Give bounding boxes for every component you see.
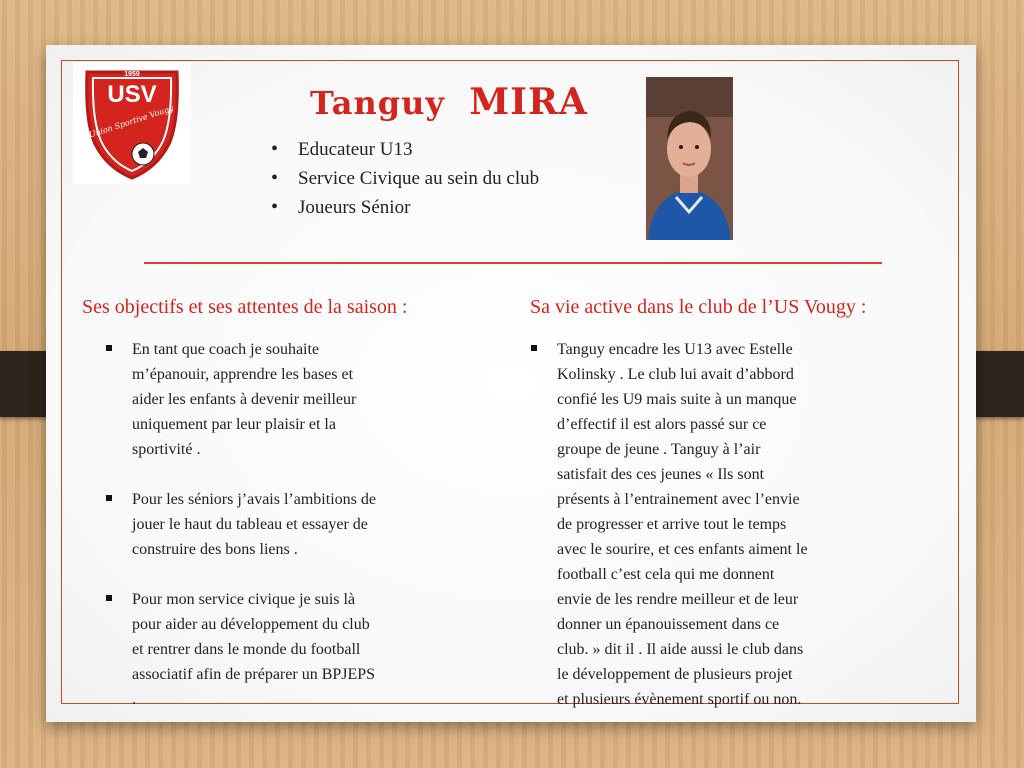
objective-item: En tant que coach je souhaite m’épanouir, apprendre les bases et aider les enfants à devenir meilleur uniquement par leur plaisir et la sportivité . [132, 337, 442, 462]
portrait-illustration [646, 77, 733, 240]
objective-item: Pour les séniors j’avais l’ambitions de jouer le haut du tableau et essayer de construire des bons liens . [132, 487, 442, 562]
portrait-photo [646, 77, 733, 240]
role-list [271, 135, 539, 222]
first-name: Tanguy [310, 84, 445, 122]
logo-letters: USV [107, 81, 157, 108]
club-life-item: Tanguy encadre les U13 avec Estelle Kolinsky . Le club lui avait d’abbord confié les U9 mais suite à un manque d’effectif il est alors passé sur ce groupe de jeune . Tanguy à l’air satisfait des ces jeunes « Ils sont présents à l’entrainement avec l’envie de progresser et arrive tout le temps avec le sourire, et ces enfants aiment le football c’est cela qui me donnent envie de les rendre meilleur et de leur donner un épanouissement dans ce club. » dit il . Il aide aussi le club dans le développement de plusieurs projet et plusieurs évènement sportif ou non. [557, 337, 912, 712]
last-name: MIRA [469, 81, 588, 123]
profile-card [46, 45, 976, 722]
logo-motto: Union Sportive Vougy [87, 103, 175, 140]
role-item: • Educateur U13 [271, 135, 539, 164]
logo-year: 1959 [124, 71, 140, 78]
person-name [310, 81, 588, 123]
role-item: • Service Civique au sein du club [271, 164, 539, 193]
role-item: • Joueurs Sénior [271, 193, 539, 222]
objectives-title: Ses objectifs et ses attentes de la saison : [82, 296, 408, 318]
club-life-title: Sa vie active dans le club de l’US Vougy : [530, 296, 867, 318]
objectives-list [132, 337, 442, 737]
section-divider [144, 262, 882, 264]
club-life-list [557, 337, 912, 712]
objective-item: Pour mon service civique je suis là pour aider au développement du club et rentrer dans le monde du football associatif afin de préparer un BPJEPS . [132, 587, 442, 712]
usv-club-logo [73, 62, 191, 184]
